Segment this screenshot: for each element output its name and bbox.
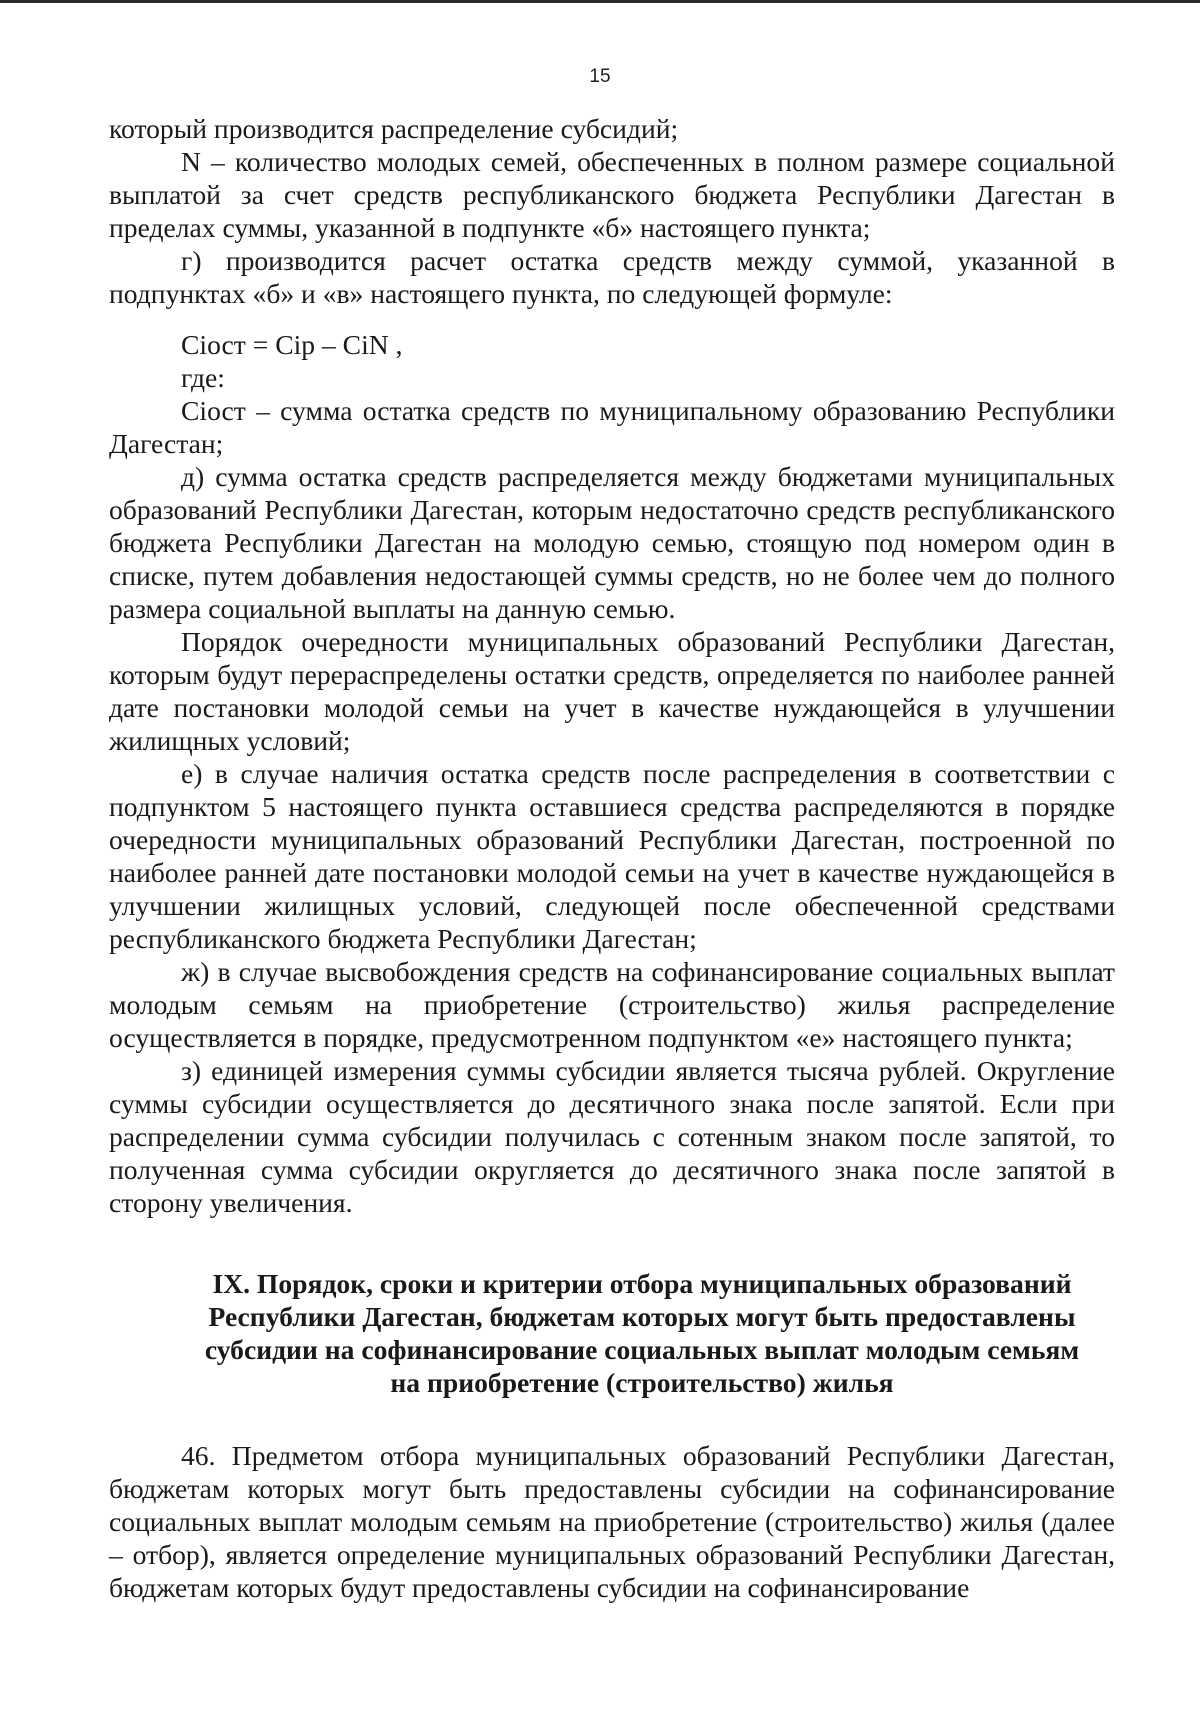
page-number: 15 [589, 66, 611, 87]
formula: Ciост = Cip – CiN , [181, 329, 403, 360]
scan-edge [0, 0, 1200, 3]
paragraph-n-definition: N – количество молодых семей, обеспеченных в полном размере социальной выплатой за счет средств республиканского бюджета Республики Дагестан в пределах суммы, указанной в подпункте «б» настоящего пункта; [109, 146, 1115, 243]
section-heading-line: Республики Дагестан, бюджетам которых могут быть предоставлены [208, 1301, 1076, 1332]
section-heading [109, 1267, 1115, 1399]
paragraph-item-e: е) в случае наличия остатка средств после распределения в соответствии с подпунктом 5 настоящего пункта оставшиеся средства распределяются в порядке очередности муниципальных образований Республики Дагестан, построенной по наиболее ранней дате постановки молодой семьи на учет в качестве нуждающейся в улучшении жилищных условий, следующей после обеспеченной средствами республиканского бюджета Республики Дагестан; [109, 758, 1115, 954]
paragraph-item-zh: ж) в случае высвобождения средств на софинансирование социальных выплат молодым семьям на приобретение (строительство) жилья распределение осуществляется в порядке, предусмотренном подпунктом «е» настоящего пункта; [109, 956, 1115, 1053]
paragraph-order: Порядок очередности муниципальных образований Республики Дагестан, которым будут перераспределены остатки средств, определяется по наиболее ранней дате постановки молодой семьи на учет в качестве нуждающейся в улучшении жилищных условий; [109, 626, 1115, 756]
paragraph-item-z: з) единицей измерения суммы субсидии является тысяча рублей. Округление суммы субсидии осуществляется до десятичного знака после запятой. Если при распределении сумма субсидии получилась с сотенным знаком после запятой, то полученная сумма субсидии округляется до десятичного знака после запятой в сторону увеличения. [109, 1055, 1115, 1218]
document-body [109, 112, 1115, 1604]
section-heading-line: субсидии на софинансирование социальных выплат молодым семьям [204, 1334, 1080, 1365]
section-heading-line: IX. Порядок, сроки и критерии отбора муниципальных образований [212, 1268, 1072, 1299]
paragraph-item-g: г) производится расчет остатка средств между суммой, указанной в подпунктах «б» и «в» настоящего пункта, по следующей формуле: [109, 245, 1115, 309]
paragraph-item-d: д) сумма остатка средств распределяется между бюджетами муниципальных образований Республики Дагестан, которым недостаточно средств республиканского бюджета Республики Дагестан на молодую семью, стоящую под номером один в списке, путем добавления недостающей суммы средств, но не более чем до полного размера социальной выплаты на данную семью. [109, 461, 1115, 624]
paragraph-continuation: который производится распределение субсидий; [109, 113, 679, 144]
section-heading-line: на приобретение (строительство) жилья [390, 1367, 894, 1398]
paragraph-ciost-definition: Ciост – сумма остатка средств по муниципальному образованию Республики Дагестан; [109, 395, 1115, 459]
where-label: где: [181, 362, 225, 393]
paragraph-46: 46. Предметом отбора муниципальных образований Республики Дагестан, бюджетам которых могут быть предоставлены субсидии на софинансирование социальных выплат молодым семьям на приобретение (строительство) жилья (далее – отбор), является определение муниципальных образований Республики Дагестан, бюджетам которых будут предоставлены субсидии на софинансирование [109, 1440, 1115, 1603]
